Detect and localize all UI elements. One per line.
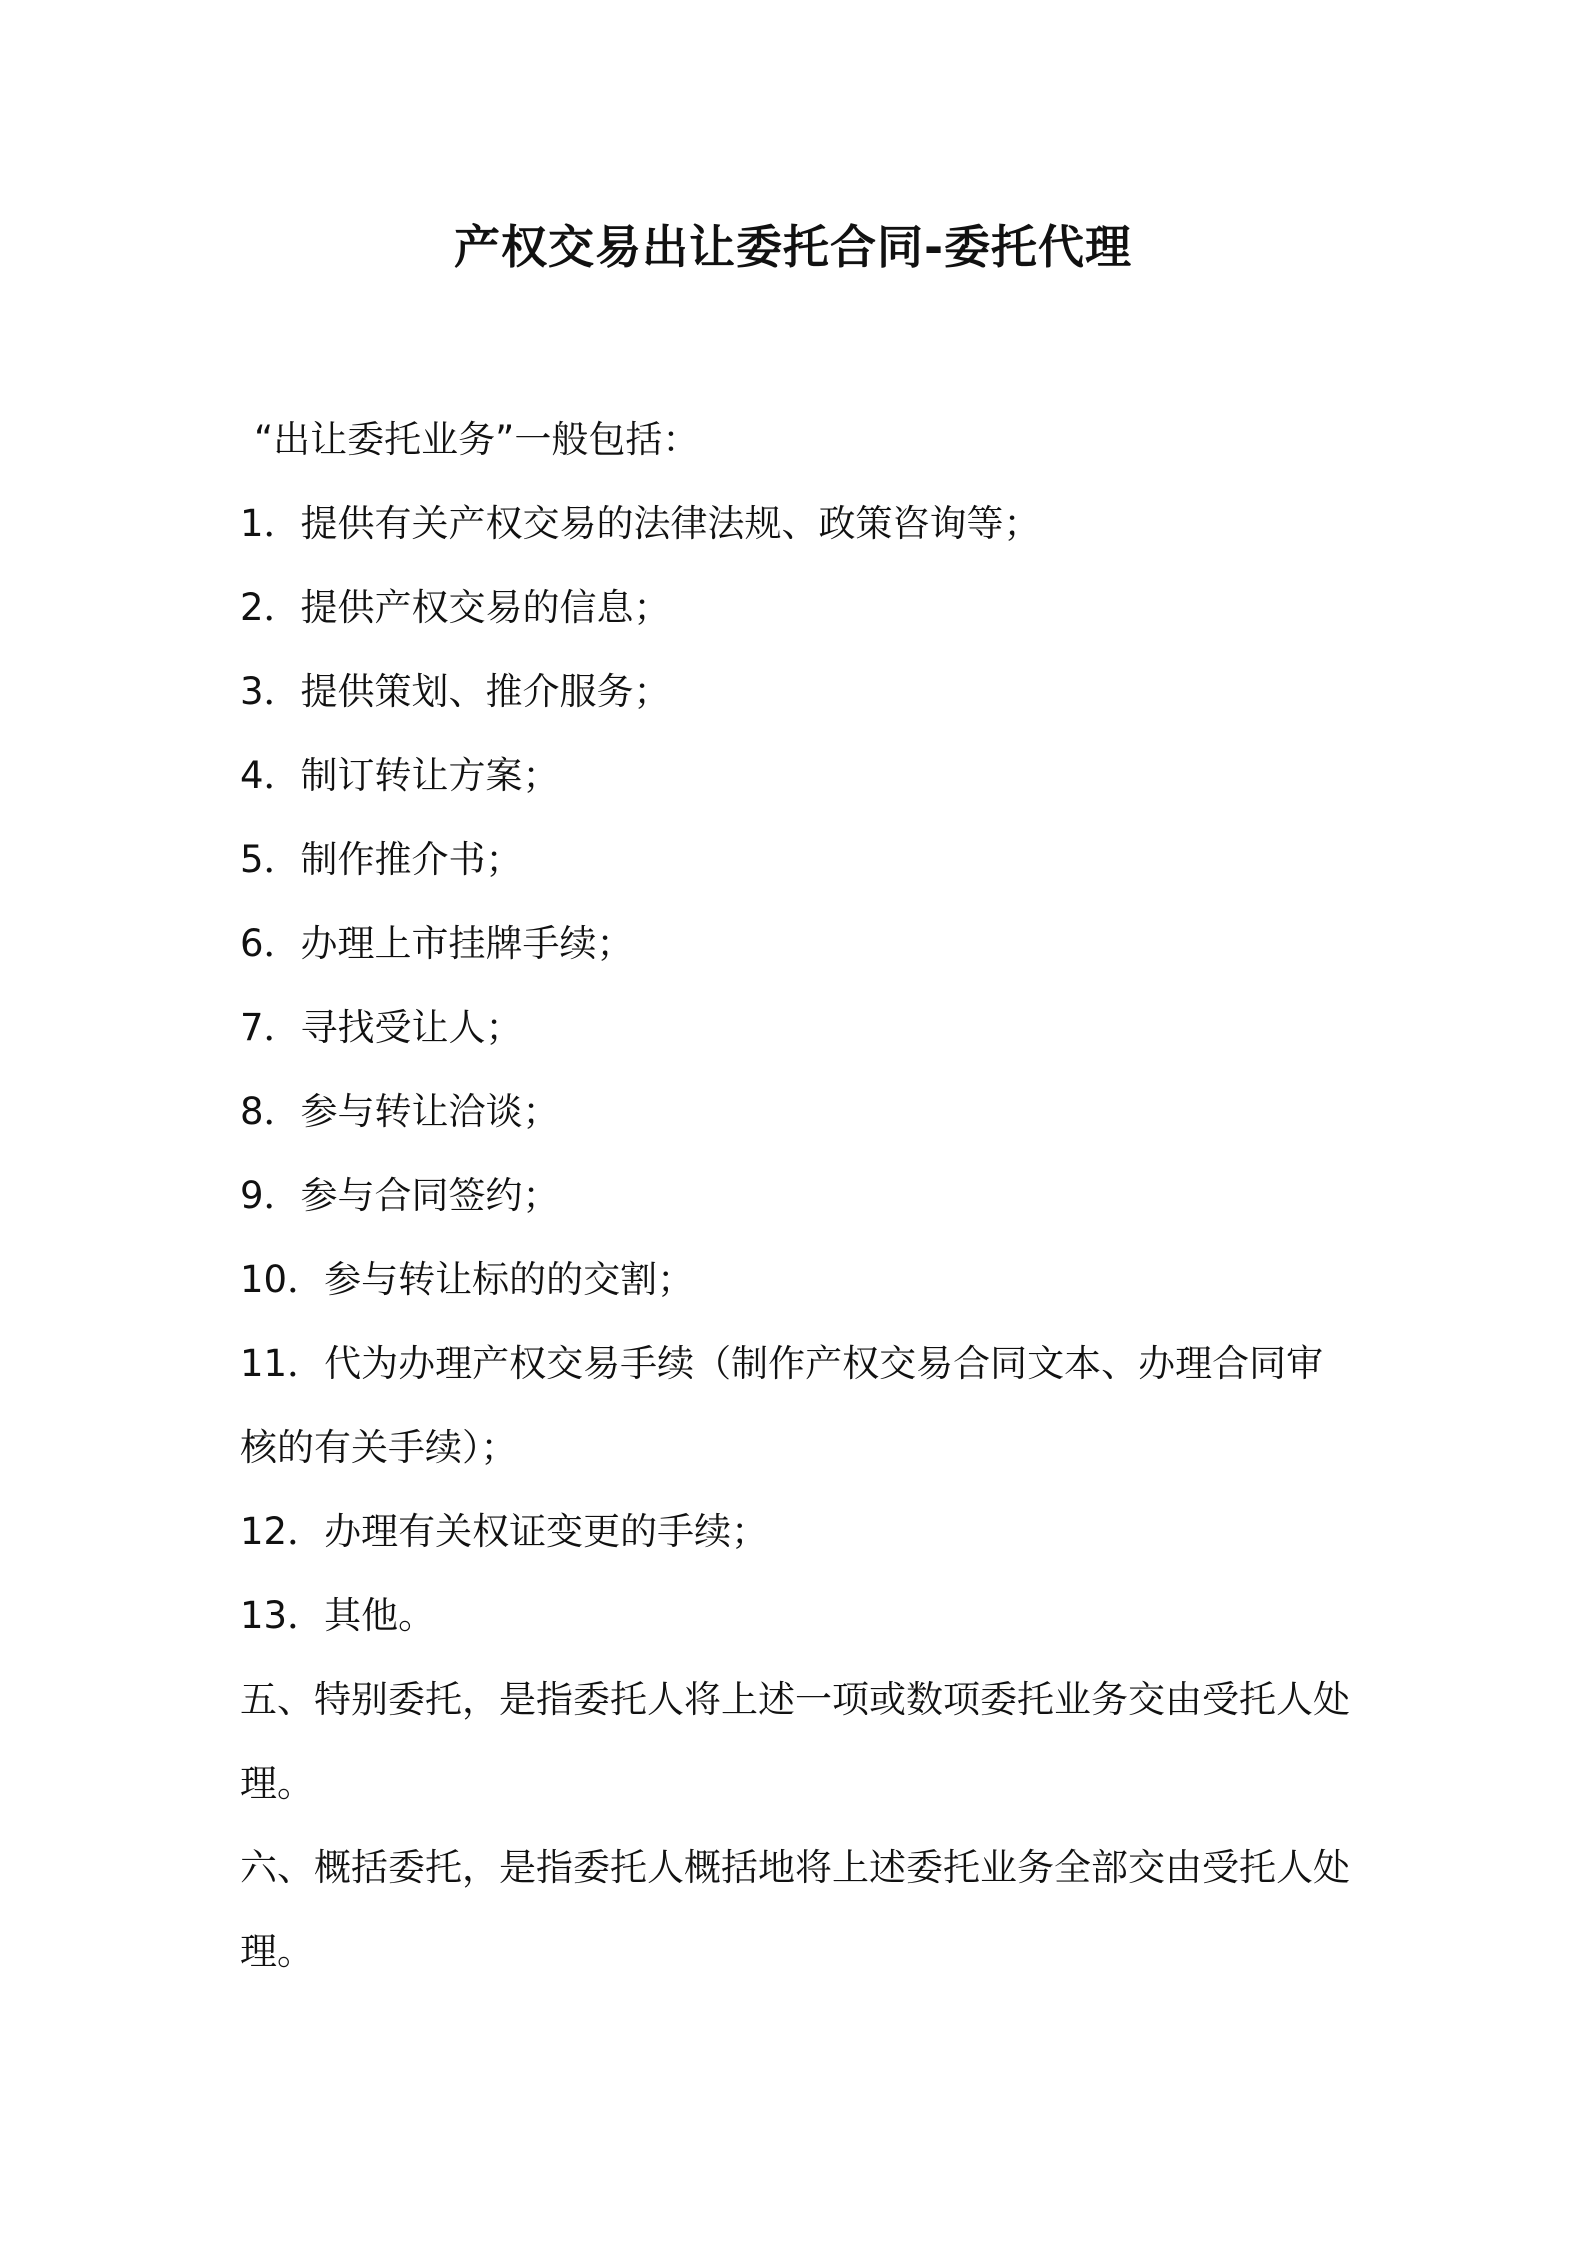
list-item-1: 1．提供有关产权交易的法律法规、政策咨询等； [240,502,1041,545]
list-item-5: 5．制作推介书； [240,838,523,881]
list-item-9: 9．参与合同签约； [240,1174,560,1217]
list-item-11-continued: 核的有关手续）； [240,1426,518,1469]
list-item-6: 6．办理上市挂牌手续； [240,922,634,965]
list-item-13: 13．其他。 [240,1594,436,1637]
intro-paragraph: “出让委托业务”一般包括： [254,418,700,461]
document-title: 产权交易出让委托合同-委托代理 [453,220,1133,274]
list-item-2: 2．提供产权交易的信息； [240,586,671,629]
list-item-11: 11．代为办理产权交易手续（制作产权交易合同文本、办理合同审 [240,1342,1324,1385]
list-item-8: 8．参与转让洽谈； [240,1090,560,1133]
document-body [240,398,1360,1994]
list-item-12: 12．办理有关权证变更的手续； [240,1510,769,1553]
list-item-7: 7．寻找受让人； [240,1006,523,1049]
section-6-continued: 理。 [240,1930,314,1973]
list-item-10: 10．参与转让标的的交割； [240,1258,695,1301]
list-item-4: 4．制订转让方案； [240,754,560,797]
section-5-continued: 理。 [240,1762,314,1805]
section-5-special-entrustment: 五、特别委托，是指委托人将上述一项或数项委托业务交由受托人处 [240,1678,1350,1721]
section-6-general-entrustment: 六、概括委托，是指委托人概括地将上述委托业务全部交由受托人处 [240,1846,1350,1889]
list-item-3: 3．提供策划、推介服务； [240,670,671,713]
